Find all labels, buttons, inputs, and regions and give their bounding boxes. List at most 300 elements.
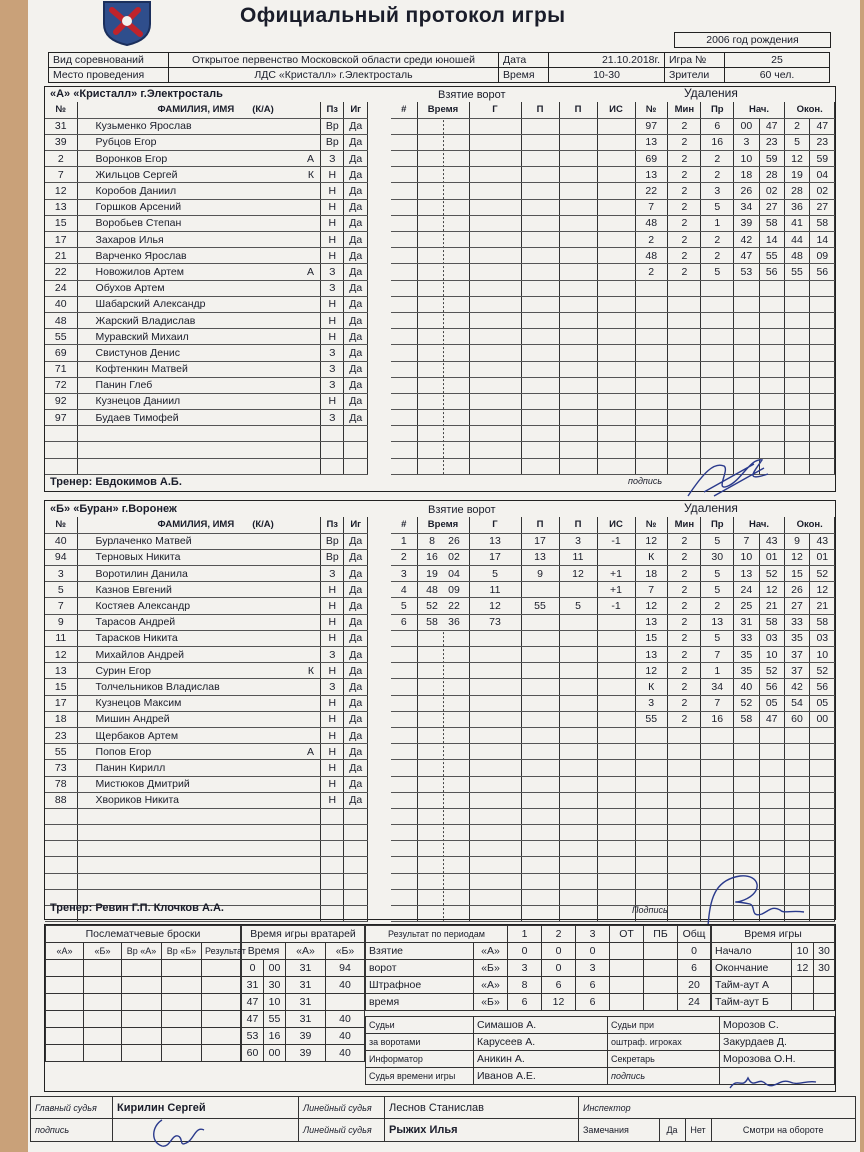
player-number: 15 [45, 679, 77, 695]
player-name: Кузнецов Максим [95, 697, 182, 710]
pen-start-sec: 01 [759, 549, 784, 565]
goal-assist-1: 13 [521, 549, 559, 565]
goal-row [391, 458, 635, 474]
player-name: Мишин Андрей [95, 713, 170, 726]
empty-cell [734, 329, 759, 345]
player-name: Костяев Александр [95, 600, 191, 613]
empty-cell [559, 426, 597, 442]
page-title: Официальный протокол игры [240, 4, 566, 27]
empty-cell [784, 760, 809, 776]
pen-minutes: 2 [668, 630, 701, 646]
period-value: 0 [576, 943, 610, 960]
empty-cell [597, 199, 635, 215]
empty-cell [701, 393, 734, 409]
secretary-label: Секретарь [608, 1051, 720, 1068]
empty-cell [597, 312, 635, 328]
empty-cell [559, 199, 597, 215]
empty-cell [784, 426, 809, 442]
team-b-signature [700, 870, 810, 930]
player-number: 23 [45, 727, 77, 743]
empty-cell [559, 630, 597, 646]
empty-cell [469, 808, 521, 824]
empty-cell [701, 361, 734, 377]
player-name-cell [77, 727, 320, 743]
empty-cell [391, 889, 417, 905]
player-name: Жильцов Сергей [95, 168, 178, 181]
empty-cell [321, 841, 344, 857]
pen-end-min: 15 [784, 566, 809, 582]
penalty-row [635, 393, 835, 409]
pen-start-min: 34 [734, 199, 759, 215]
penalty-row [635, 134, 835, 150]
empty-cell [701, 808, 734, 824]
empty-cell [810, 410, 835, 426]
pen-start-min: 7 [734, 533, 759, 549]
player-number: 9 [45, 614, 77, 630]
empty-cell [559, 167, 597, 183]
empty-cell [46, 960, 84, 977]
penalty-row [635, 663, 835, 679]
player-played: Да [344, 377, 367, 393]
empty-cell [597, 329, 635, 345]
empty-cell [635, 442, 668, 458]
player-number: 13 [45, 199, 77, 215]
empty-cell [810, 280, 835, 296]
pen-start-sec: 05 [759, 695, 784, 711]
player-played: Да [344, 167, 367, 183]
empty-cell [469, 630, 521, 646]
player-row [45, 426, 391, 442]
goalie-a: 31 [286, 960, 326, 977]
player-played: Да [344, 760, 367, 776]
goalie-b: 40 [326, 1011, 365, 1028]
empty-cell [597, 345, 635, 361]
empty-cell [701, 329, 734, 345]
empty-cell [759, 312, 784, 328]
pen-end-sec: 58 [810, 215, 835, 231]
empty-cell [810, 906, 835, 922]
empty-cell [559, 280, 597, 296]
game-start-hour: 10 [792, 943, 814, 960]
pen-minutes: 2 [668, 679, 701, 695]
goal-row [391, 873, 635, 889]
goal-minute: 58 [426, 616, 438, 629]
empty-cell [784, 329, 809, 345]
goal-assist-1: 17 [521, 533, 559, 549]
empty-cell [597, 776, 635, 792]
empty-cell [784, 361, 809, 377]
empty-cell [417, 410, 469, 426]
pen-start-sec: 21 [759, 598, 784, 614]
pen-minutes: 2 [668, 598, 701, 614]
pen-minutes: 2 [668, 566, 701, 582]
empty-cell [810, 776, 835, 792]
empty-cell [734, 377, 759, 393]
player-position: З [321, 566, 344, 582]
player-row [45, 614, 391, 630]
player-name-cell [77, 744, 320, 760]
player-played: Да [344, 792, 367, 808]
empty-cell [521, 426, 559, 442]
player-number: 78 [45, 776, 77, 792]
goal-minute: 48 [426, 583, 438, 596]
empty-cell [521, 361, 559, 377]
empty-cell [391, 776, 417, 792]
period-team: «А» [474, 977, 508, 994]
empty-cell [759, 727, 784, 743]
empty-cell [391, 458, 417, 474]
empty-cell [521, 458, 559, 474]
goalie-time-table [241, 925, 365, 1062]
col-name-label: ФАМИЛИЯ, ИМЯ [157, 519, 235, 531]
empty-cell [417, 458, 469, 474]
empty-cell [521, 167, 559, 183]
period-label: Взятие [366, 943, 474, 960]
pen-player: К [635, 549, 668, 565]
empty-cell [559, 264, 597, 280]
col-g_is: ИС [597, 517, 635, 533]
pen-start-sec: 55 [759, 248, 784, 264]
pen-end-sec: 03 [810, 630, 835, 646]
empty-cell [759, 760, 784, 776]
empty-cell [391, 744, 417, 760]
goalie-a: 31 [286, 994, 326, 1011]
empty-cell [559, 248, 597, 264]
goal-assist-2: 3 [559, 533, 597, 549]
empty-cell [469, 248, 521, 264]
empty-cell [344, 857, 367, 873]
player-row [45, 345, 391, 361]
empty-cell [469, 679, 521, 695]
player-name: Шабарский Александр [95, 298, 206, 311]
empty-cell [701, 744, 734, 760]
empty-cell [559, 760, 597, 776]
goalie-sec: 55 [264, 1011, 286, 1028]
player-row [45, 458, 391, 474]
empty-cell [635, 841, 668, 857]
empty-cell [701, 760, 734, 776]
goal-row [391, 377, 635, 393]
goal-number: 5 [391, 598, 417, 614]
col-p_start: Нач. [734, 517, 785, 533]
empty-cell [559, 345, 597, 361]
empty-cell [597, 410, 635, 426]
player-name: Воробьев Степан [95, 217, 182, 230]
goal-situation: -1 [597, 598, 635, 614]
player-played: Да [344, 393, 367, 409]
goal-row [391, 361, 635, 377]
empty-cell [635, 393, 668, 409]
empty-cell [469, 426, 521, 442]
empty-cell [417, 248, 469, 264]
empty-cell [202, 977, 241, 994]
team-a-penalties-title: Удаления [684, 86, 738, 100]
competition-label: Вид соревнований [49, 53, 169, 68]
player-row [45, 377, 391, 393]
empty-cell [559, 377, 597, 393]
player-played: Да [344, 199, 367, 215]
empty-cell [391, 248, 417, 264]
player-name: Рубцов Егор [95, 136, 157, 149]
player-row [45, 744, 391, 760]
periods-table [365, 925, 711, 1011]
empty-cell [469, 695, 521, 711]
goal-time [417, 549, 469, 565]
empty-cell [391, 663, 417, 679]
player-row [45, 711, 391, 727]
empty-cell [597, 760, 635, 776]
empty-cell [784, 296, 809, 312]
pen-start-min: 39 [734, 215, 759, 231]
penalty-row [635, 776, 835, 792]
player-played: Да [344, 248, 367, 264]
empty-cell [559, 442, 597, 458]
team-a-goals-title: Взятие ворот [438, 89, 506, 101]
empty-cell [521, 264, 559, 280]
empty-cell [391, 151, 417, 167]
goalie-sec: 30 [264, 977, 286, 994]
player-name: Казнов Евгений [95, 583, 172, 596]
player-row [45, 442, 391, 458]
empty-cell [391, 630, 417, 646]
player-name: Тарасков Никита [95, 632, 178, 645]
pen-player: 18 [635, 566, 668, 582]
col-num: № [45, 102, 77, 118]
pen-player: 12 [635, 598, 668, 614]
empty-cell [734, 296, 759, 312]
goal-number: 2 [391, 549, 417, 565]
penalty-row [635, 377, 835, 393]
player-position: Н [321, 695, 344, 711]
pen-end-sec: 52 [810, 663, 835, 679]
empty-cell [202, 960, 241, 977]
pen-start-sec: 28 [759, 167, 784, 183]
pen-start-min: 25 [734, 598, 759, 614]
col-g_num: # [391, 517, 417, 533]
penalty-row [635, 151, 835, 167]
empty-cell [559, 134, 597, 150]
empty-cell [417, 744, 469, 760]
pen-player: 12 [635, 663, 668, 679]
period-value: 6 [678, 960, 711, 977]
col-g_num: # [391, 102, 417, 118]
player-position: Н [321, 598, 344, 614]
empty-cell [391, 345, 417, 361]
player-number: 21 [45, 248, 77, 264]
player-number: 69 [45, 345, 77, 361]
empty-cell [469, 458, 521, 474]
pen-reason: 5 [701, 533, 734, 549]
player-name: Сурин Егор [95, 664, 151, 677]
team-a-title: «А» «Кристалл» г.Электросталь [50, 88, 223, 100]
goalie-b [326, 994, 365, 1011]
empty-cell [417, 280, 469, 296]
empty-cell [469, 296, 521, 312]
empty-cell [668, 426, 701, 442]
player-name: Кофтенкин Матвей [95, 363, 188, 376]
pen-end-min: 9 [784, 533, 809, 549]
player-name: Мистюков Дмитрий [95, 778, 190, 791]
player-played: Да [344, 630, 367, 646]
empty-cell [391, 873, 417, 889]
empty-cell [734, 393, 759, 409]
pen-end-sec: 10 [810, 647, 835, 663]
pen-end-min: 48 [784, 248, 809, 264]
team-b-goals-table [391, 517, 636, 922]
player-name-cell [77, 199, 320, 215]
pen-end-min: 42 [784, 679, 809, 695]
empty-cell [344, 841, 367, 857]
empty-cell [597, 167, 635, 183]
pen-player: 55 [635, 711, 668, 727]
goal-judges-label-1: Судьи [366, 1017, 474, 1034]
empty-cell [521, 345, 559, 361]
player-name-cell [77, 582, 320, 598]
empty-cell [597, 183, 635, 199]
empty-cell [759, 426, 784, 442]
empty-cell [597, 361, 635, 377]
goal-row [391, 312, 635, 328]
empty-cell [559, 711, 597, 727]
empty-cell [321, 808, 344, 824]
birth-year: 2006 год рождения [675, 33, 831, 48]
col-g_time: Время [417, 102, 469, 118]
player-played: Да [344, 598, 367, 614]
pen-start-sec: 14 [759, 232, 784, 248]
empty-cell [417, 841, 469, 857]
empty-cell [521, 410, 559, 426]
empty-cell [597, 458, 635, 474]
empty-cell [635, 426, 668, 442]
player-position: З [321, 280, 344, 296]
player-played: Да [344, 744, 367, 760]
goal-number: 6 [391, 614, 417, 630]
empty-cell [469, 442, 521, 458]
empty-cell [521, 377, 559, 393]
empty-cell [734, 410, 759, 426]
penalty-row [635, 841, 835, 857]
goal-row [391, 760, 635, 776]
penalty-row [635, 183, 835, 199]
empty-cell [321, 426, 344, 442]
empty-cell [701, 776, 734, 792]
empty-cell [417, 760, 469, 776]
empty-cell [84, 994, 122, 1011]
inspector-label: Инспектор [579, 1097, 856, 1119]
empty-cell [734, 792, 759, 808]
pen-end-sec: 02 [810, 183, 835, 199]
pen-reason: 7 [701, 647, 734, 663]
empty-cell [701, 825, 734, 841]
penalty-row [635, 727, 835, 743]
player-name: Захаров Илья [95, 233, 164, 246]
player-row [45, 663, 391, 679]
player-position: Н [321, 792, 344, 808]
period-value [610, 960, 644, 977]
empty-cell [597, 377, 635, 393]
player-number: 72 [45, 377, 77, 393]
secretary-sign-label: подпись [608, 1068, 720, 1085]
col-g_p1: П [521, 102, 559, 118]
empty-cell [417, 361, 469, 377]
empty-cell [668, 792, 701, 808]
empty-cell [597, 727, 635, 743]
pen-end-sec: 09 [810, 248, 835, 264]
empty-cell [521, 841, 559, 857]
goalie-a: 31 [286, 1011, 326, 1028]
empty-cell [469, 873, 521, 889]
player-position: Н [321, 760, 344, 776]
shootout-title: Послематчевые броски [46, 926, 241, 943]
pen-minutes: 2 [668, 232, 701, 248]
goal-time [417, 533, 469, 549]
player-position: Вр [321, 549, 344, 565]
empty-cell [701, 312, 734, 328]
player-position: Вр [321, 118, 344, 134]
empty-cell [321, 857, 344, 873]
empty-cell [469, 329, 521, 345]
empty-cell [734, 361, 759, 377]
empty-cell [469, 792, 521, 808]
empty-cell [469, 264, 521, 280]
col-p_end: Окон. [784, 102, 835, 118]
empty-cell [417, 711, 469, 727]
player-name: Тарасов Андрей [95, 616, 176, 629]
empty-cell [45, 442, 77, 458]
empty-cell [559, 151, 597, 167]
empty-cell [635, 760, 668, 776]
goal-judges-label-2: за воротами [366, 1034, 474, 1051]
player-name: Горшков Арсений [95, 201, 182, 214]
empty-cell [162, 977, 202, 994]
player-row [45, 679, 391, 695]
empty-cell [417, 647, 469, 663]
empty-cell [597, 792, 635, 808]
pen-player: 12 [635, 533, 668, 549]
empty-cell [391, 377, 417, 393]
protocol-sheet [28, 0, 860, 1152]
pen-reason: 5 [701, 264, 734, 280]
empty-cell [810, 393, 835, 409]
empty-cell [417, 808, 469, 824]
empty-cell [810, 442, 835, 458]
empty-cell [417, 183, 469, 199]
pen-minutes: 2 [668, 533, 701, 549]
empty-cell [597, 215, 635, 231]
pen-start-sec: 56 [759, 264, 784, 280]
empty-cell [469, 183, 521, 199]
goal-row [391, 199, 635, 215]
col-g_p2: П [559, 517, 597, 533]
player-name: Толчельников Владислав [95, 680, 220, 693]
player-name: Воротилин Данила [95, 567, 188, 580]
goal-row [391, 151, 635, 167]
player-row [45, 296, 391, 312]
pen-start-min: 10 [734, 151, 759, 167]
empty-cell [46, 1045, 84, 1062]
period-value: 0 [678, 943, 711, 960]
player-name-cell [77, 566, 320, 582]
empty-cell [668, 857, 701, 873]
player-position: З [321, 151, 344, 167]
team-b-sign-label: Подпись [632, 905, 668, 915]
goal-row [391, 410, 635, 426]
pen-minutes: 2 [668, 167, 701, 183]
goal-row [391, 134, 635, 150]
period-label: время [366, 994, 474, 1011]
empty-cell [417, 792, 469, 808]
pen-player: 48 [635, 248, 668, 264]
